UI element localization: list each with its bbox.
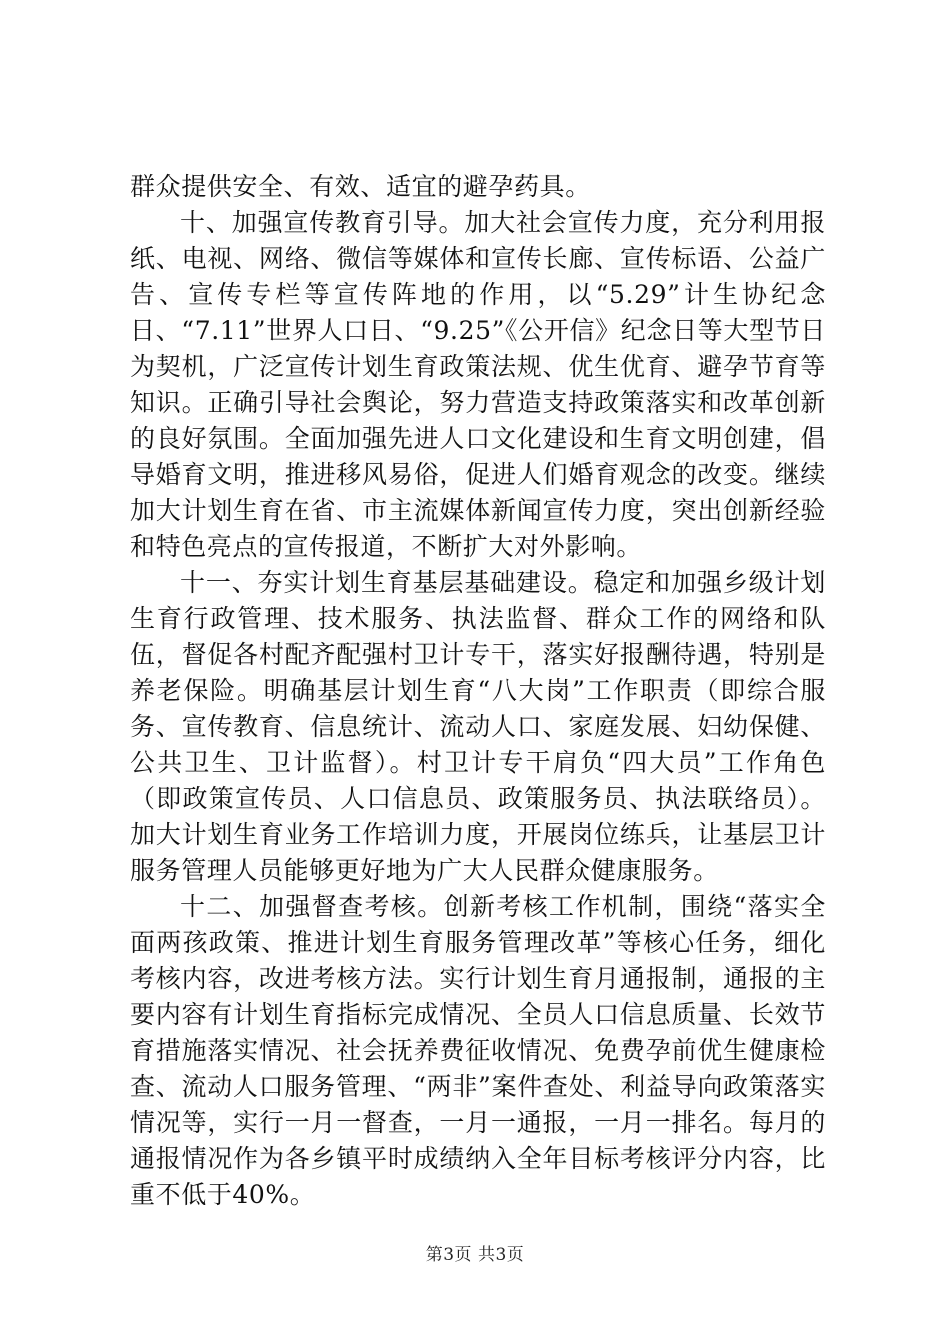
page-footer (0, 1240, 950, 1265)
paragraph-section-10: 十、加强宣传教育引导。加大社会宣传力度，充分利用报纸、电视、网络、微信等媒体和宣传长廊、宣传标语、公益广告、宣传专栏等宣传阵地的作用，以“5.29”计生协纪念日、“7.11”世界人口日、“9.25”《公开信》纪念日等大型节日为契机，广泛宣传计划生育政策法规、优生优育、避孕节育等知识。正确引导社会舆论，努力营造支持政策落实和改革创新的良好氛围。全面加强先进人口文化建设和生育文明创建，倡导婚育文明，推进移风易俗，促进人们婚育观念的改变。继续加大计划生育在省、市主流媒体新闻宣传力度，突出创新经验和特色亮点的宣传报道，不断扩大对外影响。 (130, 208, 826, 561)
paragraph-section-12: 十二、加强督查考核。创新考核工作机制，围绕“落实全面两孩政策、推进计划生育服务管理改革”等核心任务，细化考核内容，改进考核方法。实行计划生育月通报制，通报的主要内容有计划生育指标完成情况、全员人口信息质量、长效节育措施落实情况、社会抚养费征收情况、免费孕前优生健康检查、流动人口服务管理、“两非”案件查处、利益导向政策落实情况等，实行一月一督查，一月一通报，一月一排名。每月的通报情况作为各乡镇平时成绩纳入全年目标考核评分内容，比重不低于40%。 (130, 892, 826, 1209)
paragraph-continuation: 群众提供安全、有效、适宜的避孕药具。 (130, 172, 591, 201)
page-number-label: 第3页 共3页 (425, 1245, 525, 1265)
paragraph-section-11: 十一、夯实计划生育基层基础建设。稳定和加强乡级计划生育行政管理、技术服务、执法监督、群众工作的网络和队伍，督促各村配齐配强村卫计专干，落实好报酬待遇，特别是养老保险。明确基层计划生育“八大岗”工作职责（即综合服务、宣传教育、信息统计、流动人口、家庭发展、妇幼保健、公共卫生、卫计监督）。村卫计专干肩负“四大员”工作角色（即政策宣传员、人口信息员、政策服务员、执法联络员）。加大计划生育业务工作培训力度，开展岗位练兵，让基层卫计服务管理人员能够更好地为广大人民群众健康服务。 (130, 568, 826, 885)
document-body (130, 169, 826, 1213)
